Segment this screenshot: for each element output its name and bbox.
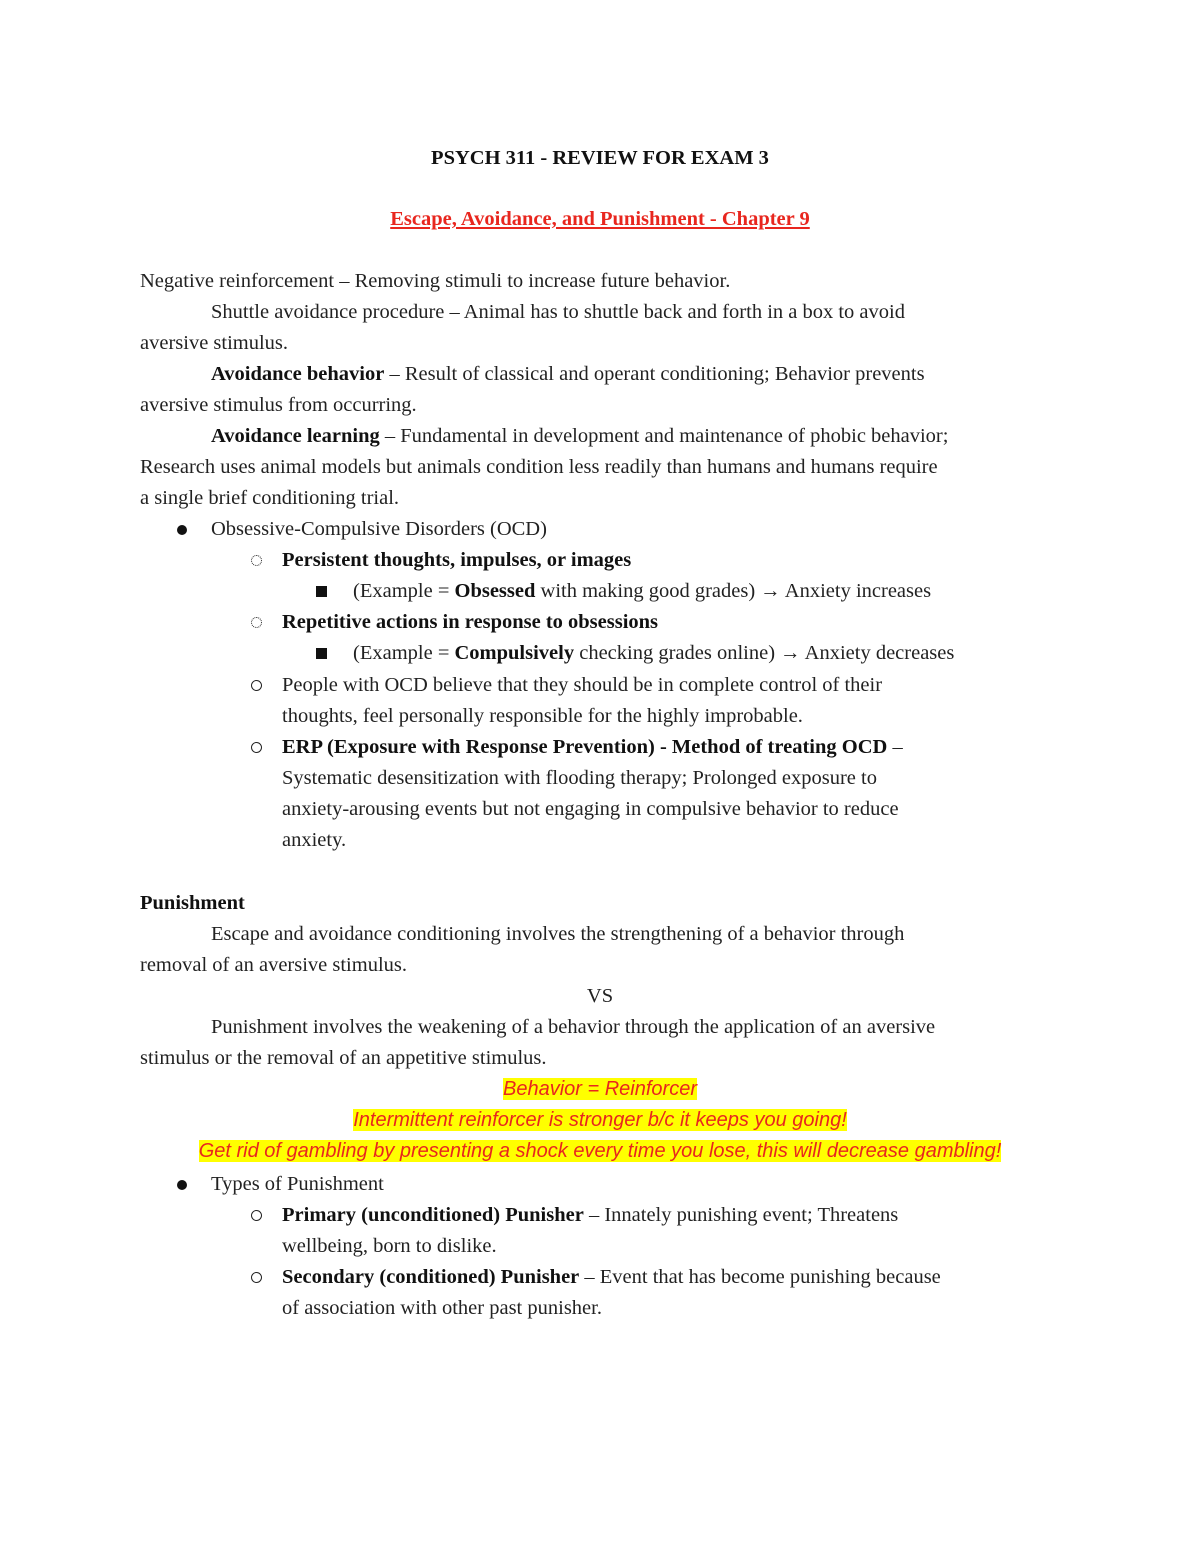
document-title: PSYCH 311 - REVIEW FOR EXAM 3 bbox=[431, 147, 769, 169]
neg-reinforcement-text: Negative reinforcement – Removing stimuli to increase future behavior. bbox=[140, 270, 731, 292]
shuttle-text-1: Shuttle avoidance procedure – Animal has to shuttle back and forth in a box to avoid bbox=[211, 301, 905, 323]
escape-line-2: removal of an aversive stimulus. bbox=[140, 954, 408, 976]
ocd-item-2: Repetitive actions in response to obsessions bbox=[282, 611, 659, 633]
highlight-line-2: Intermittent reinforcer is stronger b/c it keeps you going! bbox=[353, 1109, 847, 1131]
avoidance-behavior-line-1: Avoidance behavior – Result of classical and operant conditioning; Behavior prevents bbox=[211, 363, 925, 385]
ocd-item-3-line-2: thoughts, feel personally responsible for the highly improbable. bbox=[282, 705, 803, 727]
bullet-dotted-circle-icon bbox=[246, 545, 266, 576]
punishment-line-2: stimulus or the removal of an appetitive stimulus. bbox=[140, 1047, 547, 1069]
secondary-line-1: Secondary (conditioned) Punisher – Event that has become punishing because bbox=[282, 1266, 941, 1288]
bullet-dot-icon bbox=[172, 514, 192, 545]
ocd-item-1: Persistent thoughts, impulses, or images bbox=[282, 549, 632, 571]
erp-line-3: anxiety-arousing events but not engaging in compulsive behavior to reduce bbox=[282, 798, 899, 820]
ocd-item-2-example: (Example = Compulsively checking grades online) → Anxiety decreases bbox=[353, 642, 955, 664]
bullet-circle-icon bbox=[246, 732, 266, 763]
punishment-heading: Punishment bbox=[140, 892, 245, 914]
ocd-item-1-example: (Example = Obsessed with making good grades) → Anxiety increases bbox=[353, 580, 932, 602]
erp-line-2: Systematic desensitization with flooding therapy; Prolonged exposure to bbox=[282, 767, 877, 789]
types-heading: Types of Punishment bbox=[211, 1173, 384, 1195]
avoidance-learning-line-3: a single brief conditioning trial. bbox=[140, 487, 400, 509]
bullet-circle-icon bbox=[246, 1262, 266, 1293]
primary-line-1: Primary (unconditioned) Punisher – Innately punishing event; Threatens bbox=[282, 1204, 899, 1226]
chapter-heading: Escape, Avoidance, and Punishment - Chapter 9 bbox=[390, 208, 810, 230]
secondary-line-2: of association with other past punisher. bbox=[282, 1297, 602, 1319]
avoidance-learning-term: Avoidance learning bbox=[211, 425, 380, 447]
bullet-square-icon bbox=[311, 638, 331, 669]
avoidance-learning-line-2: Research uses animal models but animals condition less readily than humans and humans require bbox=[140, 456, 938, 478]
avoidance-behavior-line-2: aversive stimulus from occurring. bbox=[140, 394, 417, 416]
vs-text: VS bbox=[586, 985, 614, 1007]
bullet-circle-icon bbox=[246, 1200, 266, 1231]
bullet-dotted-circle-icon bbox=[246, 607, 266, 638]
avoidance-learning-line-1: Avoidance learning – Fundamental in development and maintenance of phobic behavior; bbox=[211, 425, 949, 447]
highlight-line-3: Get rid of gambling by presenting a shock every time you lose, this will decrease gambling! bbox=[198, 1140, 1002, 1162]
ocd-heading: Obsessive-Compulsive Disorders (OCD) bbox=[211, 518, 547, 540]
highlight-line-1: Behavior = Reinforcer bbox=[503, 1078, 697, 1100]
avoidance-behavior-term: Avoidance behavior bbox=[211, 363, 385, 385]
primary-line-2: wellbeing, born to dislike. bbox=[282, 1235, 497, 1257]
bullet-square-icon bbox=[311, 576, 331, 607]
punishment-line-1: Punishment involves the weakening of a behavior through the application of an aversive bbox=[211, 1016, 936, 1038]
erp-line-4: anxiety. bbox=[282, 829, 347, 851]
shuttle-text-2: aversive stimulus. bbox=[140, 332, 289, 354]
escape-line-1: Escape and avoidance conditioning involves the strengthening of a behavior through bbox=[211, 923, 905, 945]
bullet-dot-icon bbox=[172, 1169, 192, 1200]
ocd-item-3-line-1: People with OCD believe that they should be in complete control of their bbox=[282, 674, 883, 696]
bullet-circle-icon bbox=[246, 670, 266, 701]
erp-line-1: ERP (Exposure with Response Prevention) - Method of treating OCD – bbox=[282, 736, 903, 758]
